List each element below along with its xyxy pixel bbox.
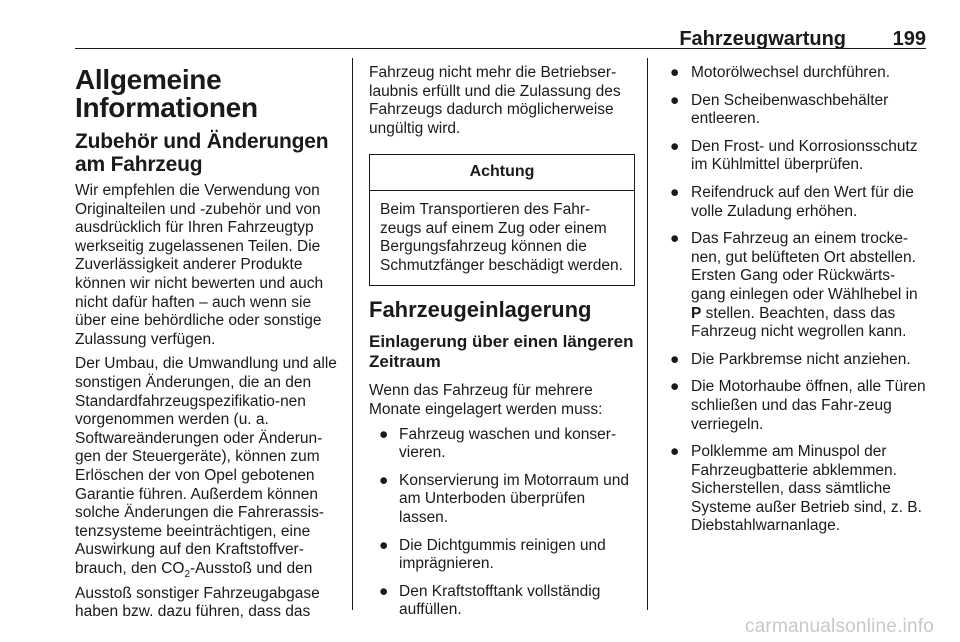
storage-list [369,426,635,620]
list-item: ● Konservierung im Motorraum und am Unterboden überprüfen lassen. [379,471,630,526]
header-rule [75,48,926,49]
bullet-icon: ● [670,378,680,396]
warning-box [369,154,635,286]
watermark: carmanualsonline.info [744,616,934,637]
warning-text: Beim Transportieren des Fahr-zeugs auf einem Zug oder einem Bergungsfahrzeug können die Schmutzfänger beschädigt werden. [380,200,623,274]
accessories-heading: Zubehör und Änderungen am Fahrzeug [75,130,329,176]
continuation-paragraph: Fahrzeug nicht mehr die Betriebser-laubnis erfüllt und die Zulassung des Fahrzeugs dadurch möglicherweise ungültig wird. [369,64,621,137]
bullet-icon: ● [379,536,389,554]
page-header [75,28,926,50]
list-item: ● Reifendruck auf den Wert für die volle Zuladung erhöhen. [670,183,914,220]
bullet-icon: ● [670,443,680,461]
list-item: ● Das Fahrzeug an einem trocke-nen, gut belüfteten Ort abstellen. Ersten Gang oder Rückwärts-gang einlegen oder Wählhebel in P stellen. Beachten, dass das Fahrzeug nicht wegrollen kann. [670,230,918,341]
long-term-storage-title: Einlagerung über einen längeren Zeitraum [369,332,634,372]
bullet-icon: ● [379,582,389,600]
bullet-icon: ● [670,230,680,248]
list-item: ● Den Kraftstofftank vollständig auffüllen. [379,582,601,619]
list-item: ● Polklemme am Minuspol der Fahrzeugbatterie abklemmen. Sicherstellen, dass sämtliche Systeme außer Betrieb sind, z. B. Diebstahlwarnanlage. [670,443,922,535]
gear-position-p: P [691,304,702,322]
storage-section-title: Fahrzeugeinlagerung [369,297,592,323]
column-2 [369,64,635,629]
column-1 [75,60,343,628]
main-heading: Allgemeine Informationen [75,64,258,123]
list-item: ● Fahrzeug waschen und konser-vieren. [379,425,617,462]
header-title: Fahrzeugwartung [679,28,846,50]
list-item: ● Die Dichtgummis reinigen und imprägnieren. [379,536,606,573]
bullet-icon: ● [670,137,680,155]
bullet-icon: ● [379,471,389,489]
modification-paragraph: Der Umbau, die Umwandlung und alle sonstigen Änderungen, die an den Standardfahrzeugspezifikatio-nen vorgenommen werden (u. a. Softwareänderungen oder Änderun-gen der Steuergeräte), können zum Erlöschen der von Opel gebotenen Garantie führen. Außerdem können solche Änderungen die Fahrerassis-tenzsysteme beeinträchtigen, eine Auswirkung auf den Kraftstoffver-brauch, den $CO_2$-Ausstoß und den Ausstoß sonstiger Fahrzeugabgase haben bzw. dazu führen, dass das [75,355,337,621]
warning-title: Achtung [370,155,634,191]
bullet-icon: ● [670,64,680,81]
list-item: ● Die Parkbremse nicht anziehen. [670,350,911,368]
list-item: ● Den Frost- und Korrosionsschutz im Kühlmittel überprüfen. [670,137,918,174]
list-item: ● Motorölwechsel durchführen. [670,64,891,81]
column-divider-2 [647,58,648,610]
bullet-icon: ● [670,183,680,201]
list-item: ● Den Scheibenwaschbehälter entleeren. [670,91,889,128]
storage-list-continued [664,64,928,536]
bullet-icon: ● [670,91,680,109]
column-divider-1 [352,58,353,610]
bullet-icon: ● [670,350,680,368]
bullet-icon: ● [379,425,389,443]
storage-intro: Wenn das Fahrzeug für mehrere Monate eingelagert werden muss: [369,382,603,418]
accessories-paragraph: Wir empfehlen die Verwendung von Originalteilen und -zubehör und von ausdrücklich für Ihren Fahrzeugtyp werkseitig zugelassenen Teilen. Die Zuverlässigkeit anderer Produkte können wir nicht bewerten und auch nicht dafür haften – auch wenn sie über eine behördliche oder sonstige Zulassung verfügen. [75,182,324,348]
page-number: 199 [892,28,926,50]
column-3 [664,64,928,545]
list-item: ● Die Motorhaube öffnen, alle Türen schließen und das Fahr-zeug verriegeln. [670,378,926,433]
